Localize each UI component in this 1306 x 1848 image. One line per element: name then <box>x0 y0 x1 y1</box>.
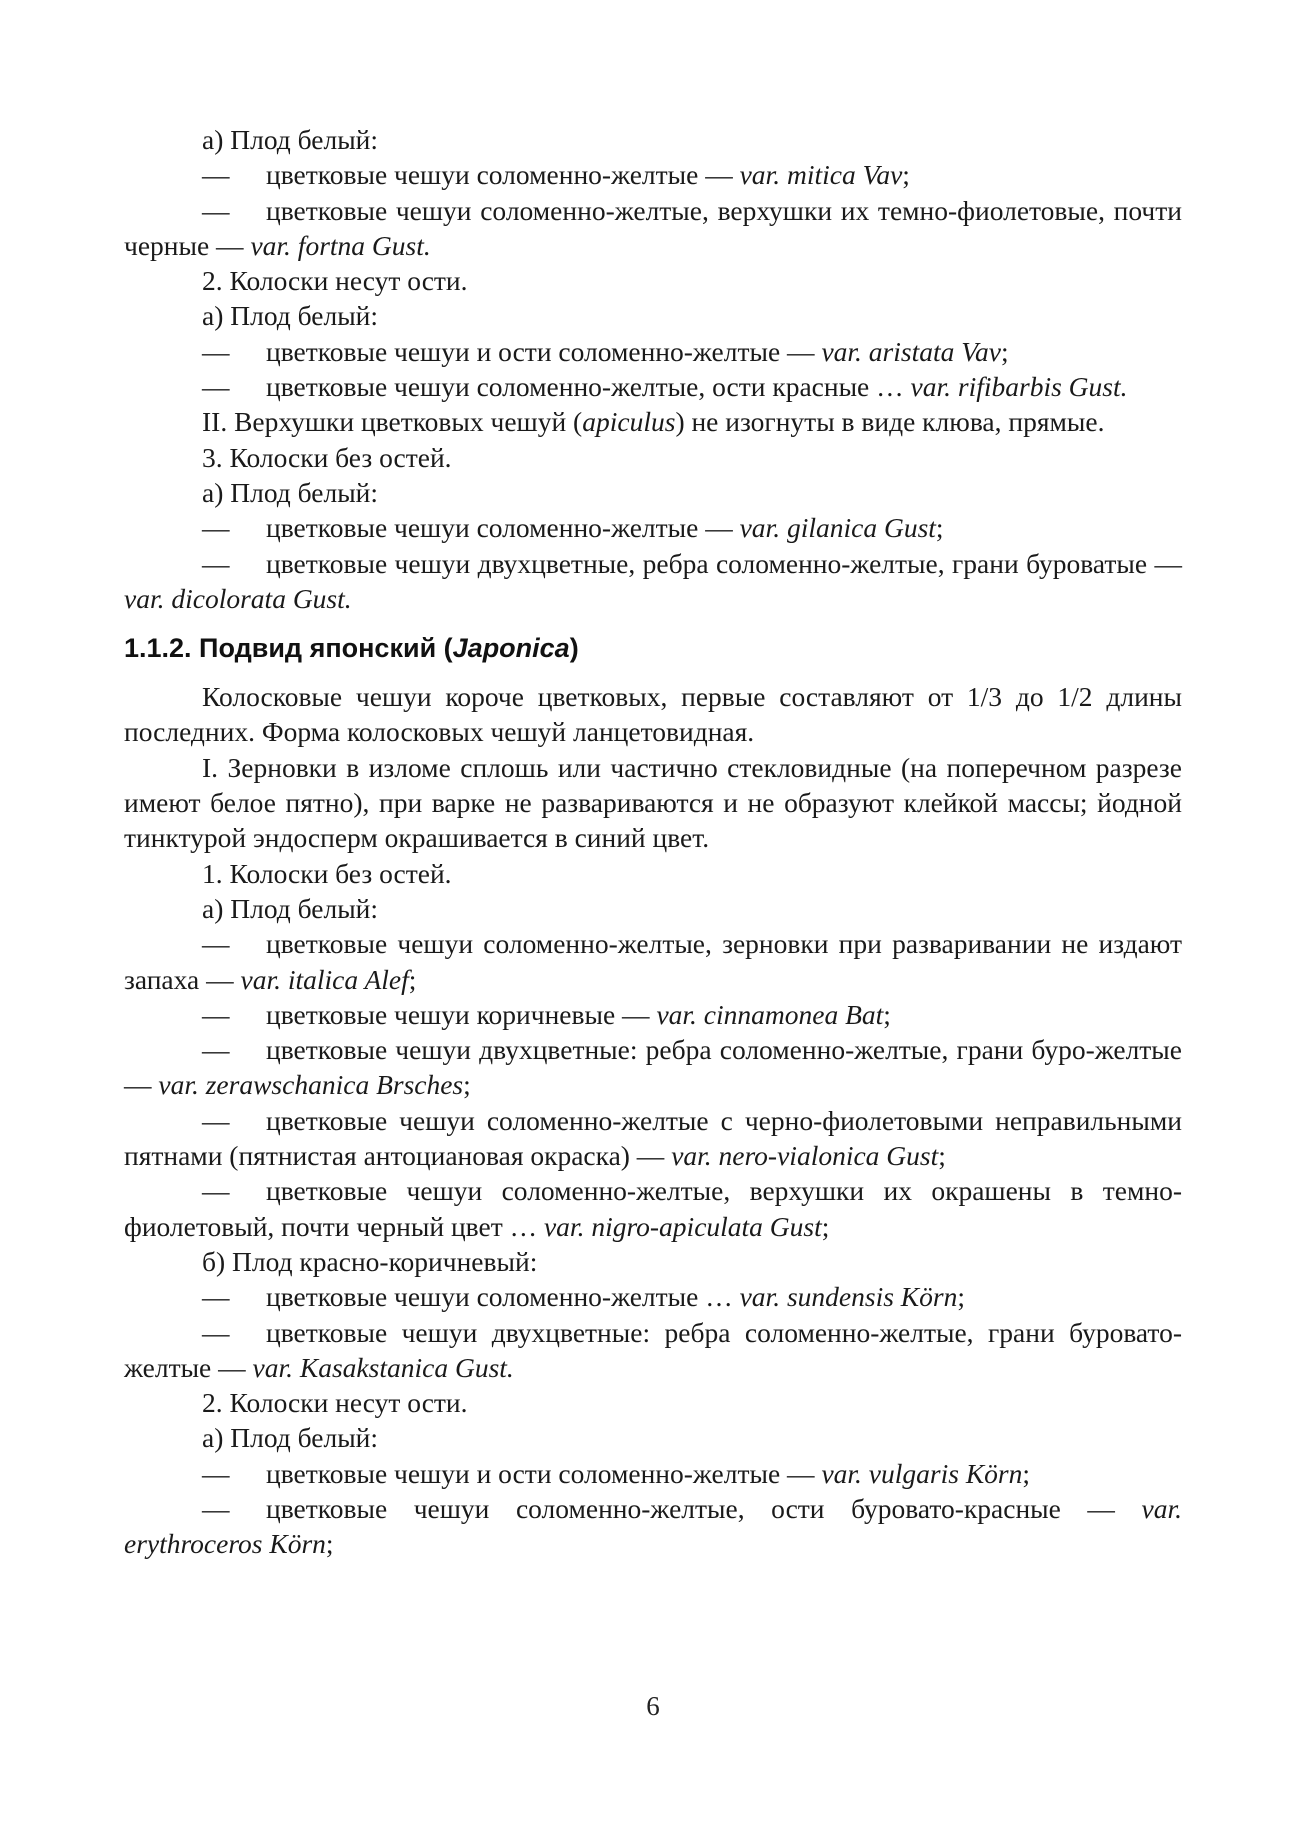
dash-mark: — <box>202 1281 230 1313</box>
variety-name: var. italica Alef <box>240 963 409 995</box>
heading-text: ) <box>569 633 579 664</box>
variety-name: var. gilanica Gust <box>739 512 936 544</box>
item-text: цветковые чешуи двухцветные, ребра соломенно-желтые, грани буроватые — <box>266 547 1182 579</box>
variety-name: var. vulgaris Körn <box>821 1457 1023 1489</box>
variety-name: var. aristata Vav <box>821 335 1001 367</box>
dash-item <box>124 1456 1182 1491</box>
item-text: цветковые чешуи и ости соломенно-желтые — <box>266 335 815 367</box>
dash-item <box>124 1491 1182 1562</box>
paragraph <box>124 679 1182 750</box>
punct: ; <box>957 1281 965 1313</box>
text-part: ) не изогнуты в виде клюва, прямые. <box>675 406 1105 438</box>
paragraph <box>124 1385 1182 1420</box>
variety-name: var. Kasakstanica Gust. <box>252 1351 514 1383</box>
item-text: цветковые чешуи соломенно-желтые, верхушки их темно-фиолетовые, почти черные — <box>124 194 1182 261</box>
variety-name: var. rifibarbis Gust. <box>910 371 1128 403</box>
text-line: Колосковые чешуи короче цветковых, первые составляют от 1/3 до 1/2 длины последних. Форма колосковых чешуй ланцетовидная. <box>124 681 1182 748</box>
dash-mark: — <box>202 194 230 226</box>
variety-name: var. erythroceros Körn <box>124 1492 1182 1560</box>
dash-mark: — <box>202 1316 230 1348</box>
dash-item <box>124 1315 1182 1386</box>
punct: ; <box>935 512 944 544</box>
text-line: 2. Колоски несут ости. <box>202 265 468 297</box>
punct: ; <box>325 1528 334 1560</box>
item-text: цветковые чешуи двухцветные: ребра соломенно-желтые, грани буровато-желтые — <box>124 1316 1182 1383</box>
text-line: I. Зерновки в изломе сплошь или частично стекловидные (на поперечном разрезе имеют белое пятно), при варке не развариваются и не образуют клейкой массы; йодной тинктурой эндосперм окрашивается в синий цвет. <box>124 751 1182 854</box>
text-line: а) Плод белый: <box>202 124 379 155</box>
text-line: а) Плод белый: <box>202 300 379 332</box>
dash-item <box>124 193 1182 264</box>
punct: ; <box>902 159 910 191</box>
dash-mark: — <box>202 1104 230 1136</box>
paragraph <box>124 475 1182 510</box>
variety-name: var. dicolorata Gust. <box>124 582 352 614</box>
punct: ; <box>938 1140 946 1172</box>
variety-name: var. mitica Vav <box>739 159 903 191</box>
punct: ; <box>1000 335 1009 367</box>
text-line: 3. Колоски без остей. <box>202 441 452 473</box>
dash-item <box>124 926 1182 997</box>
paragraph <box>124 263 1182 298</box>
paragraph <box>124 1420 1182 1455</box>
punct: ; <box>408 963 417 995</box>
dash-item <box>124 997 1182 1032</box>
dash-mark: — <box>202 371 230 403</box>
dash-mark: — <box>202 1175 230 1207</box>
item-text: цветковые чешуи соломенно-желтые, ости буровато-красные — <box>266 1492 1115 1524</box>
dash-mark: — <box>202 335 230 367</box>
item-text: цветковые чешуи соломенно-желтые … <box>266 1281 733 1313</box>
dash-item <box>124 546 1182 617</box>
text-line: 1. Колоски без остей. <box>202 857 452 889</box>
dash-mark: — <box>202 547 230 579</box>
dash-mark: — <box>202 159 230 191</box>
item-text: цветковые чешуи и ости соломенно-желтые — <box>266 1457 815 1489</box>
item-text: цветковые чешуи соломенно-желтые с черно-фиолетовыми неправильными пятнами (пятнистая антоциановая окраска) — <box>124 1104 1182 1172</box>
page-number: 6 <box>646 1691 660 1721</box>
dash-mark: — <box>202 1457 230 1489</box>
text-line: 2. Колоски несут ости. <box>202 1387 468 1419</box>
variety-name: var. zerawschanica Brsches <box>158 1069 464 1101</box>
paragraph <box>124 891 1182 926</box>
punct: ; <box>1022 1457 1030 1489</box>
item-text: цветковые чешуи соломенно-желтые — <box>266 159 733 191</box>
dash-mark: — <box>202 1492 230 1524</box>
dash-mark: — <box>202 928 230 960</box>
item-text: цветковые чешуи соломенно-желтые, верхушки их окрашены в темно-фиолетовый, почти черный цвет … <box>124 1175 1182 1242</box>
dash-item <box>124 1279 1182 1314</box>
dash-item <box>124 1103 1182 1174</box>
dash-item <box>124 157 1182 192</box>
variety-name: var. cinnamonea Bat <box>656 998 884 1030</box>
variety-name: var. fortna Gust. <box>250 229 431 261</box>
item-text: цветковые чешуи коричневые — <box>266 998 650 1030</box>
dash-item <box>124 369 1182 404</box>
section-heading <box>124 630 1182 666</box>
heading-text: 1.1.2. Подвид японский ( <box>124 633 453 664</box>
dash-item <box>124 510 1182 545</box>
item-text: цветковые чешуи двухцветные: ребра соломенно-желтые, грани буро-желтые — <box>124 1034 1182 1101</box>
dash-item <box>124 1173 1182 1244</box>
dash-mark: — <box>202 512 230 544</box>
text-line: а) Плод белый: <box>202 1422 379 1454</box>
punct: ; <box>463 1069 471 1101</box>
paragraph <box>124 404 1182 439</box>
heading-italic: Japonica <box>452 633 570 664</box>
variety-name: var. nigro-apiculata Gust <box>543 1210 822 1242</box>
latin-term: apiculus <box>582 406 676 438</box>
text-line: б) Плод красно-коричневый: <box>202 1245 538 1277</box>
item-text: цветковые чешуи соломенно-желтые — <box>266 512 733 544</box>
dash-mark: — <box>202 998 230 1030</box>
variety-name: var. nero-vialonica Gust <box>671 1140 939 1172</box>
variety-name: var. sundensis Körn <box>739 1281 958 1313</box>
punct: ; <box>821 1210 830 1242</box>
paragraph <box>124 298 1182 333</box>
punct: ; <box>883 998 891 1030</box>
dash-mark: — <box>202 1034 230 1066</box>
paragraph <box>124 750 1182 856</box>
page-content <box>124 122 1182 1562</box>
paragraph <box>124 122 1182 157</box>
dash-item <box>124 334 1182 369</box>
text-line: а) Плод белый: <box>202 476 379 508</box>
item-text: цветковые чешуи соломенно-желтые, зерновки при разваривании не издают запаха — <box>124 928 1182 995</box>
paragraph <box>124 440 1182 475</box>
text-line: а) Плод белый: <box>202 892 379 924</box>
text-part: II. Верхушки цветковых чешуй ( <box>202 406 583 438</box>
dash-item <box>124 1032 1182 1103</box>
paragraph <box>124 1244 1182 1279</box>
item-text: цветковые чешуи соломенно-желтые, ости красные … <box>266 371 904 403</box>
paragraph <box>124 856 1182 891</box>
